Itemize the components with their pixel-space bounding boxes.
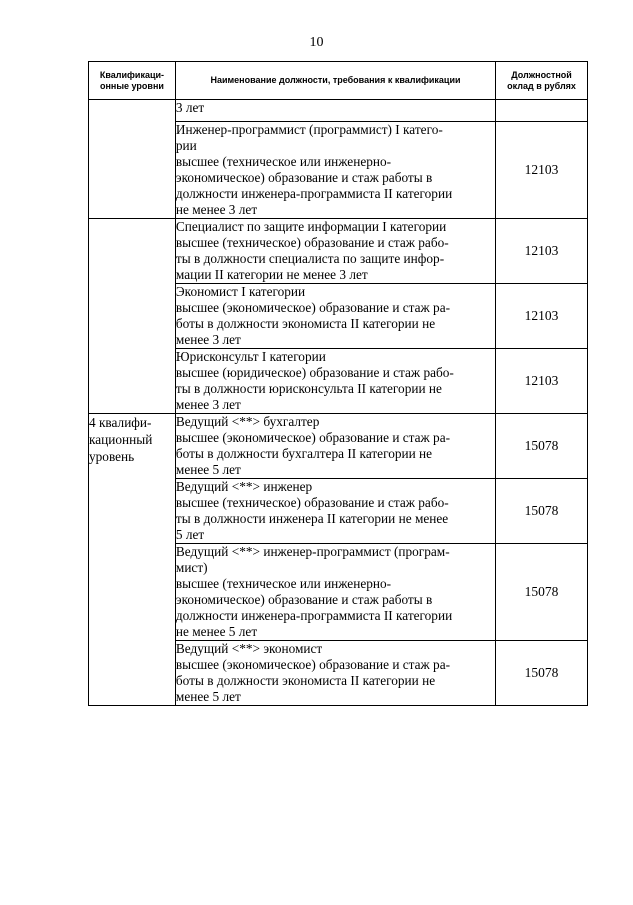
salary-cell: 12103 xyxy=(496,122,588,219)
level-line: уровень xyxy=(89,449,135,464)
description-line: мист) xyxy=(175,560,208,575)
description-line: Инженер-программист (программист) I катего- xyxy=(175,122,443,137)
description-line: мации II категории не менее 3 лет xyxy=(175,267,368,282)
description-line: боты в должности экономиста II категории не xyxy=(175,673,436,688)
salary-cell: 15078 xyxy=(496,641,588,706)
description-line: высшее (техническое) образование и стаж рабо- xyxy=(175,235,449,250)
position-cell xyxy=(175,284,495,349)
description-line: боты в должности экономиста II категории не xyxy=(175,316,436,331)
description-line: Экономист I категории xyxy=(175,284,306,299)
description-line: менее 5 лет xyxy=(175,462,241,477)
table-header-row xyxy=(89,62,588,100)
description-line: высшее (техническое) образование и стаж рабо- xyxy=(175,495,449,510)
header-salary: Должностной оклад в рублях xyxy=(496,62,588,100)
level-line: 4 квалифи- xyxy=(89,415,152,430)
description-line: экономическое) образование и стаж работы в xyxy=(175,592,433,607)
description-line: ты в должности юрисконсульта II категории не xyxy=(175,381,442,396)
description-line: должности инженера-программиста II категории xyxy=(175,186,453,201)
description-line: Ведущий <**> инженер xyxy=(175,479,313,494)
salary-cell xyxy=(496,100,588,122)
salary-cell: 12103 xyxy=(496,349,588,414)
description-line: Ведущий <**> бухгалтер xyxy=(175,414,320,429)
position-cell xyxy=(175,414,495,479)
table-row xyxy=(89,100,588,122)
position-cell xyxy=(175,122,495,219)
level-cell-4 xyxy=(89,414,176,706)
description-line: 3 лет xyxy=(175,100,205,115)
salary-cell: 15078 xyxy=(496,479,588,544)
position-cell xyxy=(175,100,495,122)
description-line: высшее (экономическое) образование и стаж ра- xyxy=(175,657,451,672)
description-line: должности инженера-программиста II категории xyxy=(175,608,453,623)
description-line: Ведущий <**> экономист xyxy=(175,641,323,656)
description-line: рии xyxy=(175,138,197,153)
level-cell-empty xyxy=(89,219,176,414)
description-line: ты в должности специалиста по защите инфор- xyxy=(175,251,445,266)
table-row xyxy=(89,219,588,284)
description-line: высшее (техническое или инженерно- xyxy=(175,154,392,169)
description-line: Юрисконсульт I категории xyxy=(175,349,326,364)
header-position: Наименование должности, требования к квалификации xyxy=(175,62,495,100)
description-line: не менее 3 лет xyxy=(175,202,258,217)
salary-cell: 15078 xyxy=(496,544,588,641)
description-line: высшее (экономическое) образование и стаж ра- xyxy=(175,300,451,315)
description-line: высшее (экономическое) образование и стаж ра- xyxy=(175,430,451,445)
page-number: 10 xyxy=(309,35,324,50)
position-cell xyxy=(175,641,495,706)
description-line: высшее (техническое или инженерно- xyxy=(175,576,392,591)
description-line: высшее (юридическое) образование и стаж рабо- xyxy=(175,365,454,380)
description-line: боты в должности бухгалтера II категории не xyxy=(175,446,433,461)
position-cell xyxy=(175,479,495,544)
description-line: экономическое) образование и стаж работы в xyxy=(175,170,433,185)
description-line: 5 лет xyxy=(175,527,205,542)
description-line: менее 5 лет xyxy=(175,689,241,704)
description-line: менее 3 лет xyxy=(175,397,241,412)
level-cell-empty xyxy=(89,100,176,219)
description-line: ты в должности инженера II категории не менее xyxy=(175,511,449,526)
header-level: Квалификаци- онные уровни xyxy=(89,62,176,100)
description-line: Специалист по защите информации I категории xyxy=(175,219,447,234)
description-line: не менее 5 лет xyxy=(175,624,258,639)
salary-cell: 15078 xyxy=(496,414,588,479)
position-cell xyxy=(175,219,495,284)
position-cell xyxy=(175,349,495,414)
level-line: кационный xyxy=(89,432,153,447)
salary-cell: 12103 xyxy=(496,284,588,349)
table-row xyxy=(89,414,588,479)
description-line: Ведущий <**> инженер-программист (програм- xyxy=(175,544,450,559)
qualification-table xyxy=(88,61,588,706)
salary-cell: 12103 xyxy=(496,219,588,284)
description-line: менее 3 лет xyxy=(175,332,241,347)
position-cell xyxy=(175,544,495,641)
